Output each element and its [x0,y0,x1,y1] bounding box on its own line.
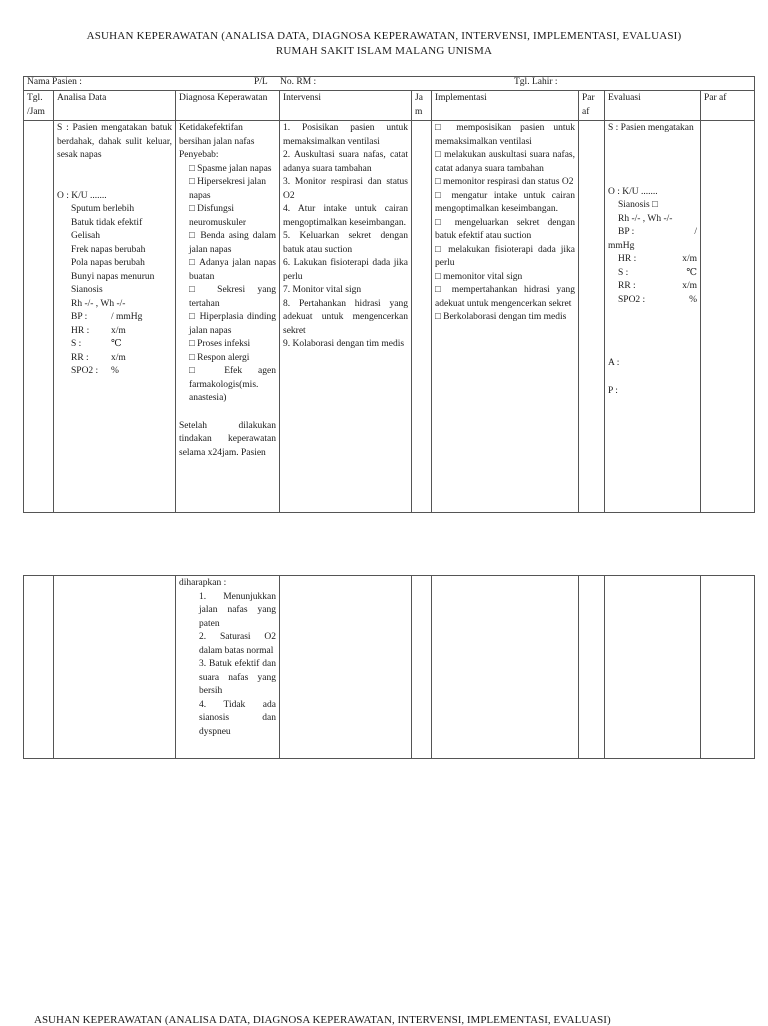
vital-sign-row: RR : x/m [618,281,697,291]
next-page-title: ASUHAN KEPERAWATAN (ANALISA DATA, DIAGNOSA KEPERAWATAN, INTERVENSI, IMPLEMENTASI, EVALUASI) [34,1014,611,1026]
evaluation-vitals [608,253,697,307]
hour-cell [412,576,432,759]
analysis-cell [54,576,176,759]
hour-cell [412,121,432,513]
cause-item: □ Adanya jalan napas buatan [189,258,276,282]
expected-label: diharapkan : [179,578,227,588]
vital-sign-row: BP : / mmHg [71,312,143,322]
intervention-item: 9. Kolaborasi dengan tim medis [283,339,405,349]
objective-sign: Frek napas berubah [71,244,146,255]
cause-item: □ Benda asing dalam jalan napas [189,231,276,255]
implementation-cell [432,121,579,513]
objective-signs-list [57,203,172,379]
objective-sign: Sputum berlebih [71,204,135,214]
nursing-care-table-page1 [23,76,755,513]
objective-sign: Sianosis [71,285,103,295]
evaluation-objective-heading: O : K/U ....... [608,186,658,197]
implementation-item: □ mengeluarkan sekret dengan batuk efektif atau suction [435,217,575,241]
cause-item: □ Efek agen farmakologis(mis. anastesia) [189,366,276,403]
col-header-evaluation: Evaluasi [605,91,701,121]
evaluation-bp: BP : / [618,227,697,237]
col-header-signature-2: Par af [701,91,755,121]
evaluation-rhonchi-wheezing: Rh -/- , Wh -/- [618,213,673,224]
medical-record-label: No. RM : [280,77,317,87]
signature-cell-1 [579,576,605,759]
intervention-cell [280,121,412,513]
implementation-item: □ melakukan fisioterapi dada jika perlu [435,244,575,268]
signature-cell-2 [701,576,755,759]
implementation-item: □ mempertahankan hidrasi yang adekuat untuk mengencerkan sekret [435,285,575,309]
col-header-signature-1: Par af [579,91,605,121]
implementation-item: □ melakukan auskultasi suara nafas, catat adanya suara tambahan [435,150,575,174]
vital-sign-row: S : ℃ [71,339,122,349]
vital-sign-row: RR : x/m [71,352,126,363]
vital-sign-row: SPO2 : % [71,366,119,376]
intervention-item: 5. Keluarkan sekret dengan batuk atau suction [283,231,408,255]
cause-item: □ Sekresi yang tertahan [189,285,276,309]
patient-name-label: Nama Pasien : [27,77,82,87]
cause-item: □ Spasme jalan napas [189,163,272,174]
plan-label: P : [608,385,618,396]
vital-sign-row: S : ℃ [618,267,697,278]
birth-date-label: Tgl. Lahir : [514,77,558,87]
col-header-diagnosis: Diagnosa Keperawatan [176,91,280,121]
col-header-implementation: Implementasi [432,91,579,121]
evaluation-objective-list [608,199,697,240]
diagnosis-cell [176,121,280,513]
objective-sign: Bunyi napas menurun [71,271,155,282]
evaluation-subjective: S : Pasien mengatakan [608,123,694,133]
objective-sign: Gelisah [71,231,101,241]
diagnosis-cell-continued [176,576,280,759]
vital-sign-row: SPO2 : % [618,294,697,305]
analysis-cell [54,121,176,513]
implementation-item: □ Berkolaborasi dengan tim medis [435,312,567,322]
date-cell [24,121,54,513]
objective-sign: Pola napas berubah [71,258,145,268]
vital-sign-row: HR : x/m [618,254,697,264]
signature-cell-1 [579,121,605,513]
evaluation-cell [605,576,701,759]
hospital-name: RUMAH SAKIT ISLAM MALANG UNISMA [275,45,493,57]
vital-sign-row: HR : x/m [71,325,126,336]
implementation-item: □ memonitor vital sign [435,271,523,282]
outcome-item: 4. Tidak ada sianosis dan dyspneu [199,699,276,737]
outcome-item: 3. Batuk efektif dan suara nafas yang bersih [199,659,276,696]
col-header-intervention: Intervensi [280,91,412,121]
date-cell [24,576,54,759]
implementation-item: □ memposisikan pasien untuk memaksimalkan ventilasi [435,123,575,147]
col-header-hour: Ja m [412,91,432,121]
document-title: ASUHAN KEPERAWATAN (ANALISA DATA, DIAGNOSA KEPERAWATAN, INTERVENSI, IMPLEMENTASI, EVALUASI) [86,30,682,42]
intervention-item: 2. Auskultasi suara nafas, catat adanya suara tambahan [283,150,408,174]
patient-info-row [24,77,755,91]
cause-label: Penyebab: [179,150,219,160]
intervention-item: 7. Monitor vital sign [283,285,362,295]
evaluation-cyanosis: Sianosis □ [618,200,658,210]
rhonchi-wheezing: Rh -/- , Wh -/- [71,298,126,309]
subjective-data: S : Pasien mengatakan batuk berdahak, dahak sulit keluar, sesak napas [57,123,172,160]
cause-list [179,163,276,406]
diagnosis-heading: Ketidakefektifan bersihan jalan nafas [179,123,255,147]
cause-item: □ Hiperplasia dinding jalan napas [189,312,276,336]
outcome-item: 2. Saturasi O2 dalam batas normal [199,632,276,656]
intervention-item: 6. Lakukan fisioterapi dada jika perlu [283,258,408,282]
assessment-label: A : [608,358,620,368]
objective-sign: Batuk tidak efektif [71,217,143,228]
implementation-cell [432,576,579,759]
cause-item: □ Hipersekresi jalan napas [189,177,266,201]
evaluation-bp-unit: mmHg [608,240,635,251]
intervention-cell [280,576,412,759]
col-header-analysis: Analisa Data [54,91,176,121]
implementation-item: □ mengatur intake untuk cairan mengoptimalkan keseimbangan. [435,190,575,214]
intervention-item: 3. Monitor respirasi dan status O2 [283,177,408,201]
intervention-item: 1. Posisikan pasien untuk memaksimalkan ventilasi [283,123,408,147]
intervention-item: 8. Pertahankan hidrasi yang adekuat untuk mengencerkan sekret [283,298,408,336]
evaluation-cell [605,121,701,513]
cause-item: □ Respon alergi [189,352,250,363]
cause-item: □ Proses infeksi [189,339,251,349]
cause-item: □ Disfungsi neuromuskuler [189,204,246,228]
col-header-date: Tgl. /Jam [24,91,54,121]
implementation-item: □ memonitor respirasi dan status O2 [435,177,574,187]
goal-statement: Setelah dilakukan tindakan keperawatan selama x24jam. Pasien [179,420,276,458]
expected-outcomes-list [179,591,276,740]
objective-data-heading: O : K/U ....... [57,190,107,201]
outcome-item: 1. Menunjukkan jalan nafas yang paten [199,591,276,629]
nursing-care-table-continuation [23,575,755,759]
signature-cell-2 [701,121,755,513]
gender-label: P/L [254,77,268,87]
intervention-item: 4. Atur intake untuk cairan mengoptimalkan keseimbangan. [283,204,408,228]
